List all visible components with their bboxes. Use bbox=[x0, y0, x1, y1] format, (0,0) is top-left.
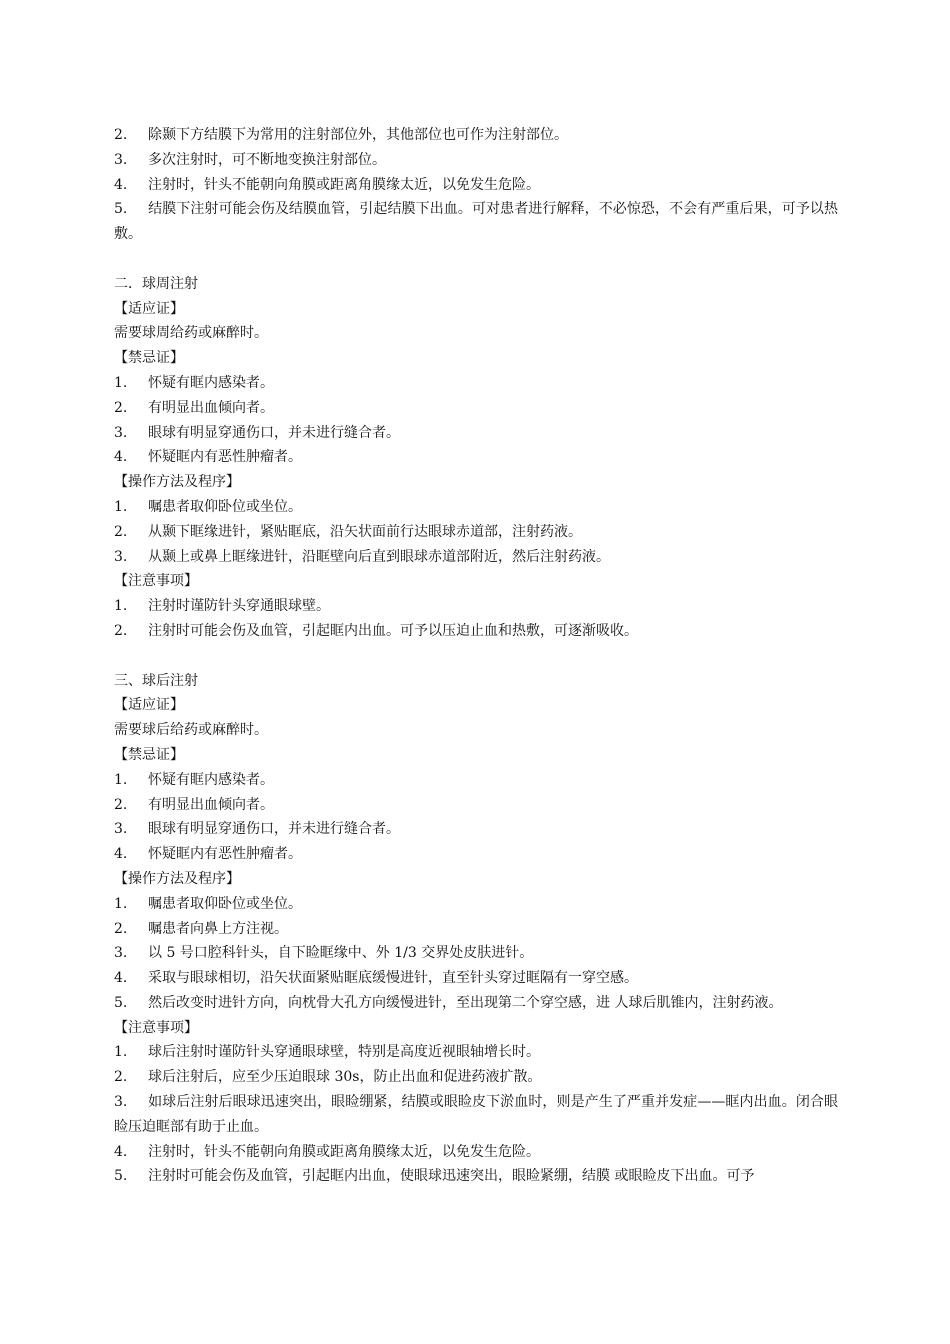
list-text: 从颞下眶缘进针，紧贴眶底，沿矢状面前行达眼球赤道部，注射药液。 bbox=[148, 523, 582, 540]
list-text: 眼球有明显穿通伤口，并未进行缝合者。 bbox=[148, 424, 400, 441]
list-text: 注射时，针头不能朝向角膜或距离角膜缘太近，以免发生危险。 bbox=[148, 1143, 540, 1160]
list-text: 怀疑有眶内感染者。 bbox=[148, 374, 274, 391]
list-text: 球后注射后，应至少压迫眼球 30s，防止出血和促进药液扩散。 bbox=[148, 1069, 542, 1086]
procedure-label: 【操作方法及程序】 bbox=[114, 870, 240, 887]
list-number: 3. bbox=[114, 424, 128, 441]
list-item bbox=[114, 545, 838, 570]
list-item bbox=[114, 520, 838, 545]
list-item bbox=[114, 991, 838, 1016]
list-text: 结膜下注射可能会伤及结膜血管，引起结膜下出血。可对患者进行解释，不必惊恐，不会有严重后果，可予以热敷。 bbox=[114, 201, 838, 243]
list-number: 2. bbox=[114, 920, 128, 937]
contraindication-label: 【禁忌证】 bbox=[114, 746, 184, 763]
list-item bbox=[114, 917, 838, 942]
list-number: 2. bbox=[114, 127, 128, 143]
list-number: 4. bbox=[114, 970, 128, 987]
indication-text: 需要球后给药或麻醉时。 bbox=[114, 722, 268, 739]
paragraph-gap bbox=[114, 247, 838, 272]
list-number: 1. bbox=[114, 498, 128, 515]
indication-label: 【适应证】 bbox=[114, 697, 184, 714]
list-item bbox=[114, 793, 838, 818]
list-text: 以 5 号口腔科针头，自下睑眶缘中、外 1/3 交界处皮肤进针。 bbox=[148, 945, 534, 962]
list-number: 4. bbox=[114, 1143, 128, 1160]
list-item bbox=[114, 619, 838, 644]
indication-label: 【适应证】 bbox=[114, 300, 184, 317]
list-number: 1. bbox=[114, 895, 128, 912]
list-item bbox=[114, 817, 838, 842]
list-item bbox=[114, 123, 838, 148]
list-number: 1. bbox=[114, 598, 128, 615]
list-number: 1. bbox=[114, 374, 128, 391]
list-item bbox=[114, 148, 838, 173]
list-number: 4. bbox=[114, 449, 128, 466]
list-text: 有明显出血倾向者。 bbox=[148, 399, 274, 416]
list-text: 采取与眼球相切，沿矢状面紧贴眶底缓慢进针，直至针头穿过眶隔有一穿空感。 bbox=[148, 970, 638, 987]
list-item bbox=[114, 197, 838, 247]
list-text: 嘱患者向鼻上方注视。 bbox=[148, 920, 288, 937]
list-item bbox=[114, 966, 838, 991]
list-item bbox=[114, 1040, 838, 1065]
list-number: 2. bbox=[114, 796, 128, 813]
list-item bbox=[114, 842, 838, 867]
procedure-label: 【操作方法及程序】 bbox=[114, 474, 240, 491]
list-number: 1. bbox=[114, 771, 128, 788]
list-text: 怀疑眶内有恶性肿瘤者。 bbox=[148, 846, 302, 863]
indication-text: 需要球周给药或麻醉时。 bbox=[114, 325, 268, 342]
list-text: 嘱患者取仰卧位或坐位。 bbox=[148, 895, 302, 912]
list-text: 注射时，针头不能朝向角膜或距离角膜缘太近，以免发生危险。 bbox=[148, 176, 540, 193]
list-number: 3. bbox=[114, 151, 128, 168]
list-text: 然后改变时进针方向，向枕骨大孔方向缓慢进针，至出现第二个穿空感，进 人球后肌锥内，注射药液。 bbox=[148, 994, 783, 1011]
list-text: 除颞下方结膜下为常用的注射部位外，其他部位也可作为注射部位。 bbox=[148, 127, 568, 143]
list-text: 注射时谨防针头穿通眼球壁。 bbox=[148, 598, 330, 615]
list-number: 2. bbox=[114, 622, 128, 639]
list-number: 2. bbox=[114, 1069, 128, 1086]
list-number: 3. bbox=[114, 548, 128, 565]
list-number: 4. bbox=[114, 176, 128, 193]
list-text: 怀疑有眶内感染者。 bbox=[148, 771, 274, 788]
list-item bbox=[114, 421, 838, 446]
list-number: 5. bbox=[114, 994, 128, 1011]
document-body bbox=[114, 123, 838, 1189]
list-text: 从颞上或鼻上眶缘进针，沿眶壁向后直到眼球赤道部附近，然后注射药液。 bbox=[148, 548, 610, 565]
list-number: 2. bbox=[114, 399, 128, 416]
list-number: 5. bbox=[114, 201, 128, 218]
list-text: 眼球有明显穿通伤口，并未进行缝合者。 bbox=[148, 821, 400, 838]
list-item bbox=[114, 1164, 838, 1189]
list-text: 注射时可能会伤及血管，引起眶内出血，使眼球迅速突出，眼睑紧绷，结膜 或眼睑皮下出血。可予 bbox=[148, 1168, 755, 1185]
list-item bbox=[114, 1090, 838, 1140]
list-item bbox=[114, 768, 838, 793]
list-item bbox=[114, 892, 838, 917]
list-item bbox=[114, 396, 838, 421]
list-text: 球后注射时谨防针头穿通眼球壁，特别是高度近视眼轴增长时。 bbox=[148, 1044, 540, 1061]
list-text: 有明显出血倾向者。 bbox=[148, 796, 274, 813]
paragraph-gap bbox=[114, 644, 838, 669]
list-text: 嘱患者取仰卧位或坐位。 bbox=[148, 498, 302, 515]
list-number: 5. bbox=[114, 1168, 128, 1185]
list-number: 4. bbox=[114, 846, 128, 863]
notes-label: 【注意事项】 bbox=[114, 1019, 198, 1036]
list-item bbox=[114, 594, 838, 619]
list-item bbox=[114, 173, 838, 198]
contraindication-label: 【禁忌证】 bbox=[114, 350, 184, 367]
list-number: 1. bbox=[114, 1044, 128, 1061]
list-number: 3. bbox=[114, 945, 128, 962]
list-item bbox=[114, 445, 838, 470]
notes-label: 【注意事项】 bbox=[114, 573, 198, 590]
list-number: 3. bbox=[114, 1094, 128, 1111]
list-item bbox=[114, 1065, 838, 1090]
list-text: 注射时可能会伤及血管，引起眶内出血。可予以压迫止血和热敷，可逐渐吸收。 bbox=[148, 622, 638, 639]
list-number: 3. bbox=[114, 821, 128, 838]
list-text: 怀疑眶内有恶性肿瘤者。 bbox=[148, 449, 302, 466]
list-item bbox=[114, 941, 838, 966]
section-title: 三、球后注射 bbox=[114, 672, 198, 689]
list-item bbox=[114, 495, 838, 520]
list-text: 多次注射时，可不断地变换注射部位。 bbox=[148, 151, 386, 168]
list-item bbox=[114, 371, 838, 396]
list-text: 如球后注射后眼球迅速突出，眼睑绷紧，结膜或眼睑皮下淤血时，则是产生了严重并发症——眶内出血。闭合眼睑压迫眶部有助于止血。 bbox=[114, 1094, 838, 1135]
list-number: 2. bbox=[114, 523, 128, 540]
section-title: 二．球周注射 bbox=[114, 275, 198, 292]
list-item bbox=[114, 1140, 838, 1165]
